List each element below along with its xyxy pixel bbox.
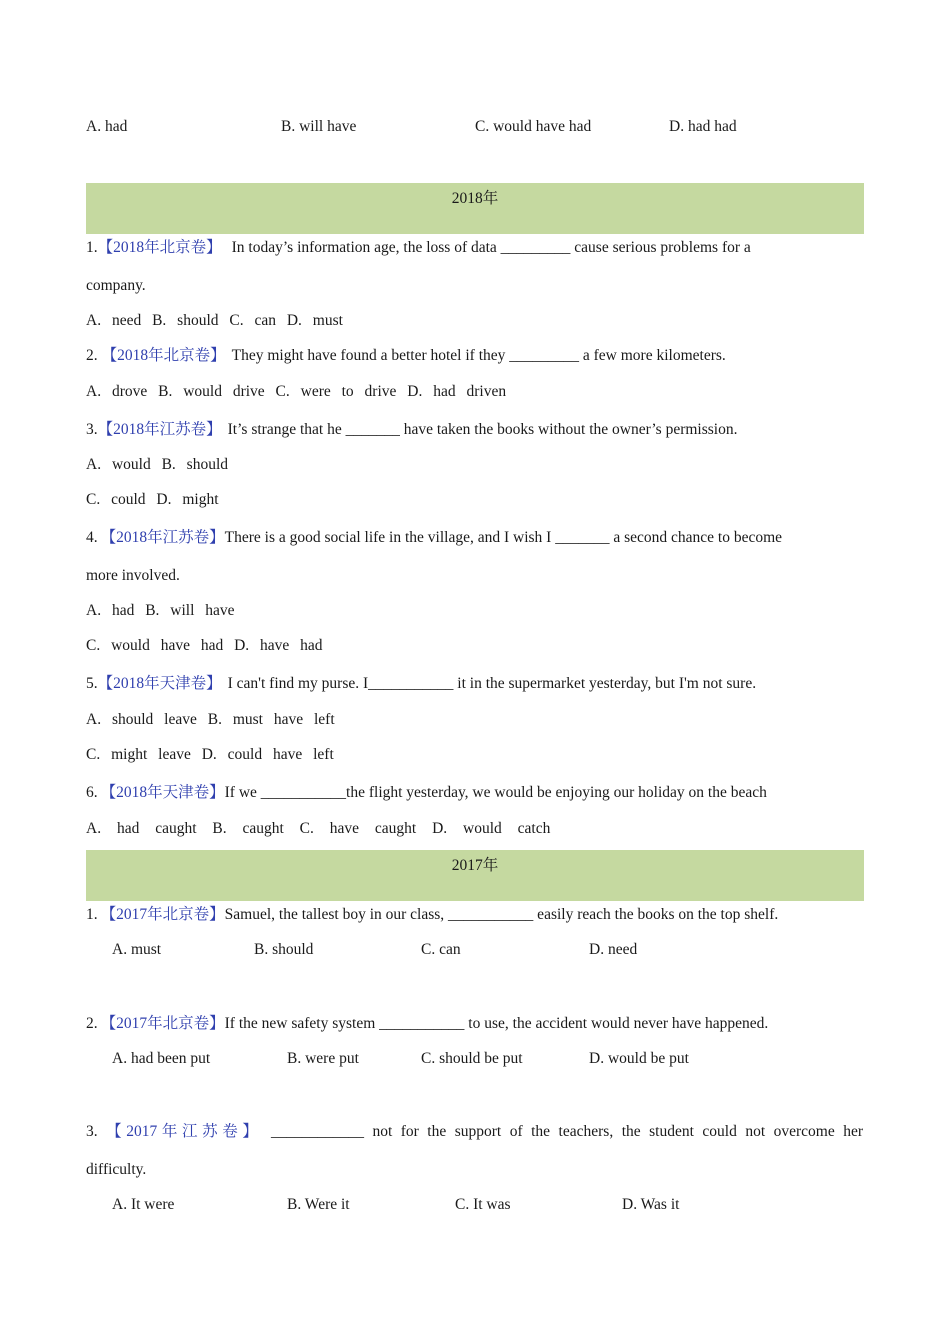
question-2018-6 (86, 783, 767, 803)
source-tag: 【2017年北京卷】 (100, 1015, 225, 1032)
question-number: 5. (86, 675, 98, 692)
source-tag: 【2017年北京卷】 (100, 906, 225, 923)
source-tag: 【2017年江苏卷】 (106, 1123, 263, 1140)
question-number: 3. (86, 421, 98, 438)
question-2018-2 (86, 346, 726, 366)
option-c: C. should be put (421, 1050, 523, 1067)
question-options: C. could D. might (86, 491, 219, 508)
section-header-2018 (86, 183, 864, 234)
option-b: B. will have (281, 118, 357, 135)
question-number: 2. (86, 347, 98, 364)
question-options: A. had B. will have (86, 602, 235, 619)
option-d: D. would be put (589, 1050, 689, 1067)
option-d: D. need (589, 941, 638, 958)
option-b: B. should (254, 941, 314, 958)
option-a: A. had been put (112, 1050, 211, 1067)
option-b: B. were put (287, 1050, 359, 1067)
section-header-2017 (86, 850, 864, 901)
question-2017-1 (86, 905, 778, 925)
question-2018-4 (86, 528, 782, 548)
option-a: A. had (86, 118, 128, 135)
question-text: Samuel, the tallest boy in our class, ___________ easily reach the books on the top shelf. (224, 906, 779, 923)
source-tag: 【2018年天津卷】 (100, 784, 225, 801)
option-a: A. must (112, 941, 162, 958)
option-c: C. It was (455, 1196, 511, 1213)
section-title: 2018年 (451, 190, 499, 207)
question-text: They might have found a better hotel if they _________ a few more kilometers. (231, 347, 726, 364)
question-number: 3. (86, 1123, 98, 1140)
question-text: In today’s information age, the loss of data _________ cause serious problems for a (231, 239, 751, 256)
question-2017-3 (86, 1122, 863, 1142)
question-options: A. need B. should C. can D. must (86, 312, 343, 329)
source-tag: 【2018年江苏卷】 (97, 421, 222, 438)
option-d: D. Was it (622, 1196, 680, 1213)
question-2018-1 (86, 238, 751, 258)
question-2017-2 (86, 1014, 768, 1034)
question-options: C. would have had D. have had (86, 637, 323, 654)
source-tag: 【2018年北京卷】 (101, 347, 226, 364)
option-b: B. Were it (287, 1196, 350, 1213)
question-text: If we ___________the flight yesterday, we would be enjoying our holiday on the beach (224, 784, 767, 801)
question-text: It’s strange that he _______ have taken the books without the owner’s permission. (227, 421, 738, 438)
question-2018-5 (86, 674, 756, 694)
question-text: ____________ not for the support of the teachers, the student could not overcome her (270, 1123, 864, 1140)
source-tag: 【2018年北京卷】 (97, 239, 222, 256)
question-text: If the new safety system ___________ to use, the accident would never have happened. (224, 1015, 769, 1032)
question-text: There is a good social life in the village, and I wish I _______ a second chance to become (224, 529, 783, 546)
question-options: A. had caught B. caught C. have caught D. would catch (86, 820, 551, 837)
question-options: A. should leave B. must have left (86, 711, 335, 728)
option-c: C. would have had (475, 118, 592, 135)
question-options: C. might leave D. could have left (86, 746, 334, 763)
question-continuation: more involved. (86, 567, 180, 584)
question-continuation: difficulty. (86, 1161, 147, 1178)
option-d: D. had had (669, 118, 737, 135)
question-number: 2. (86, 1015, 98, 1032)
question-text: I can't find my purse. I___________ it in the supermarket yesterday, but I'm not sure. (227, 675, 757, 692)
source-tag: 【2018年天津卷】 (97, 675, 222, 692)
question-continuation: company. (86, 277, 146, 294)
question-number: 4. (86, 529, 98, 546)
question-number: 1. (86, 239, 98, 256)
question-options: A. would B. should (86, 456, 228, 473)
option-a: A. It were (112, 1196, 175, 1213)
question-options: A. drove B. would drive C. were to drive D. had driven (86, 383, 507, 400)
option-c: C. can (421, 941, 461, 958)
question-number: 1. (86, 906, 98, 923)
question-number: 6. (86, 784, 98, 801)
section-title: 2017年 (451, 857, 499, 874)
question-2018-3 (86, 420, 737, 440)
source-tag: 【2018年江苏卷】 (100, 529, 225, 546)
